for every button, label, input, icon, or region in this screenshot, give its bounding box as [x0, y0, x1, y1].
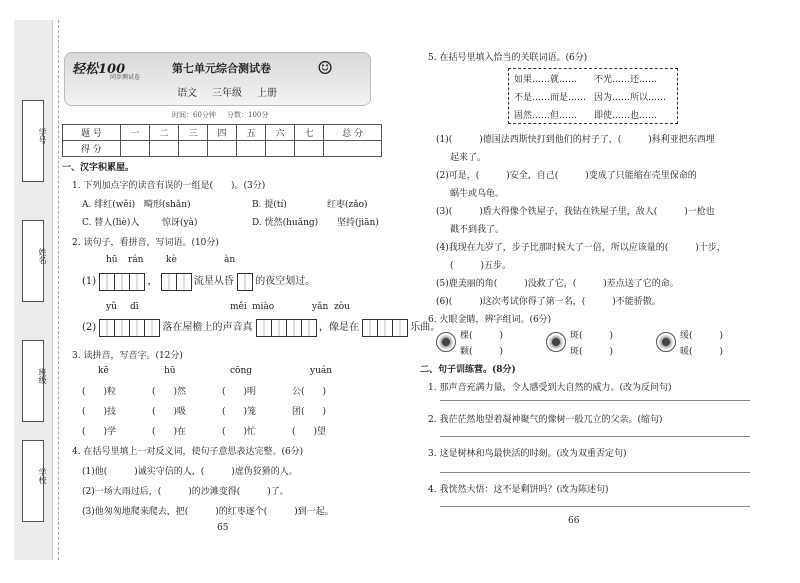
flower-icon [546, 332, 566, 352]
q2-sentence-1 [82, 272, 315, 291]
writing-box[interactable] [237, 273, 253, 291]
q4-item-3[interactable]: (3)他匆匆地爬来爬去，把( )的红枣逐个( )到一起。 [82, 507, 334, 517]
pinyin: hū [106, 255, 118, 265]
score-cell[interactable] [207, 141, 236, 157]
word-bank-item: 如果……就…… [514, 75, 578, 85]
sentence-q1: 1. 那声音充满力量，令人感受到大自然的威力。(改为反问句) [428, 383, 672, 393]
fill-item[interactable]: ( )笼 [222, 407, 257, 417]
flower-icon [656, 332, 676, 352]
q5-item[interactable]: (4)我现在九岁了，步子比那时候大了一倍，所以应该量的( )十步， [436, 243, 726, 253]
pinyin: yuán [310, 366, 333, 376]
subject: 语文 [177, 88, 197, 99]
brand-subtitle: 同步测试卷 [110, 74, 141, 81]
score-cell[interactable] [178, 141, 207, 157]
sentence-text: ，像是在 [318, 322, 359, 333]
writing-box[interactable] [256, 319, 272, 337]
fill-item[interactable]: ( )吸 [152, 407, 187, 417]
score-cell[interactable] [149, 141, 178, 157]
q5-item[interactable]: (2)可是，( )安全，自己( )变成了只能缩在壳里保命的 [436, 171, 697, 181]
pinyin: yǔ [106, 302, 117, 312]
q1-option-b-2: 红枣(zǎo) [327, 200, 368, 210]
word-bank-item: 固然……但…… [514, 111, 578, 121]
pinyin: rán [128, 255, 144, 265]
score-header: 三 [178, 125, 207, 141]
pinyin: cōng [230, 366, 253, 376]
word-pair[interactable]: 暖( ) [680, 347, 724, 357]
q1-option-a: A. 绯红(wěi) [82, 200, 136, 210]
writing-box[interactable] [129, 319, 145, 337]
q5-item[interactable]: (3)( )盾大得像个铁屋子，我钻在铁屋子里，敌人( )一枪也 [436, 207, 715, 217]
fill-item[interactable]: 公( ) [292, 387, 327, 397]
writing-box[interactable] [99, 319, 115, 337]
score-header: 四 [207, 125, 236, 141]
fill-item[interactable]: ( )望 [292, 427, 327, 437]
q5-item-cont: ( )五步。 [450, 261, 512, 271]
fill-item[interactable]: ( )然 [152, 387, 187, 397]
score-cell[interactable] [237, 141, 266, 157]
blank: ， [147, 276, 158, 287]
binding-strip [14, 20, 53, 560]
question-5: 5. 在括号里填入恰当的关联词语。(6分) [428, 53, 588, 63]
sentence-text: 的夜空划过。 [255, 276, 316, 287]
q1-option-b: B. 提(tí) [252, 200, 287, 210]
pinyin: kē [98, 366, 109, 376]
writing-box[interactable] [362, 319, 378, 337]
score-cell[interactable] [295, 141, 324, 157]
grade: 三年级 [212, 88, 242, 99]
sentence-q4: 4. 我恍然大悟：这不是剩饼吗？(改为陈述句) [428, 485, 609, 495]
sentence-q3: 3. 这是树林和鸟最快活的时刻。(改为双重否定句) [428, 449, 627, 459]
score-cell[interactable] [120, 141, 149, 157]
brand-logo: 轻松100 [72, 62, 126, 77]
q5-item-cont: 戳不到我了。 [450, 225, 505, 235]
pinyin: hū [164, 366, 176, 376]
pinyin: kè [166, 255, 177, 265]
fill-item[interactable]: ( )技 [82, 407, 117, 417]
word-bank-item: 即使……也…… [594, 111, 658, 121]
fill-item[interactable]: ( )在 [152, 427, 187, 437]
question-1: 1. 下列加点字的读音有误的一组是( )。(3分) [72, 181, 266, 191]
word-pair[interactable]: 缓( ) [680, 331, 724, 341]
writing-box[interactable] [286, 319, 302, 337]
total-score: 分数：100分 [227, 111, 269, 119]
sentence-text: 流星从昏 [193, 276, 234, 287]
pinyin: miào [252, 302, 275, 312]
flower-icon [436, 332, 456, 352]
word-bank-item: 因为……所以…… [594, 93, 667, 103]
score-header: 五 [237, 125, 266, 141]
word-pair[interactable]: 颗( ) [460, 347, 504, 357]
q5-item[interactable]: (5)鹿美丽的角( )没救了它，( )差点送了它的命。 [436, 279, 679, 289]
question-6: 6. 火眼金睛，辨字组词。(6分) [428, 315, 552, 325]
cut-line [58, 20, 59, 560]
q1-option-c-2: 惊讶(yà) [162, 218, 198, 228]
word-bank-item: 不是……而是…… [514, 93, 587, 103]
question-4: 4. 在括号里填上一对反义词，使句子意思表达完整。(6分) [72, 447, 304, 457]
question-2: 2. 读句子，看拼音，写词语。(10分) [72, 238, 219, 248]
score-cell[interactable] [324, 141, 382, 157]
fill-item[interactable]: 团( ) [292, 407, 327, 417]
writing-box[interactable] [114, 319, 130, 337]
question-3: 3. 读拼音，写音字。(12分) [72, 351, 183, 361]
score-row-label: 得 分 [63, 141, 121, 157]
score-header: 总 分 [324, 125, 382, 141]
fill-item[interactable]: ( )学 [82, 427, 117, 437]
score-cell[interactable] [266, 141, 295, 157]
q5-item[interactable]: (6)( )这次考试你得了第一名，( )不能骄傲。 [436, 297, 661, 307]
fill-item[interactable]: ( )明 [222, 387, 257, 397]
q5-item-cont: 起来了。 [450, 153, 487, 163]
pinyin: yǎn [312, 302, 329, 312]
q1-option-c: C. 替人(liè)人 [82, 218, 140, 228]
writing-box[interactable] [392, 319, 408, 337]
item-number: (2) [82, 322, 97, 333]
label-class: 班级 [38, 368, 47, 384]
score-header: 七 [295, 125, 324, 141]
pinyin: àn [224, 255, 236, 265]
word-bank-item: 不光……还…… [594, 75, 658, 85]
q5-item[interactable]: (1)( )德国法西斯快打到他们的村子了，( )科利亚把东西埋 [436, 135, 715, 145]
q5-item-cont: 蜗牛或乌龟。 [450, 189, 505, 199]
writing-box[interactable] [144, 319, 160, 337]
writing-box[interactable] [161, 273, 177, 291]
score-header: 题 号 [63, 125, 121, 141]
section-2-heading: 二、句子训练营。(8分) [420, 365, 516, 375]
label-name: 姓名 [38, 248, 47, 264]
answer-line[interactable] [440, 400, 750, 401]
fill-item[interactable]: ( )粒 [82, 387, 117, 397]
q1-option-a-2: 畸形(shǎn) [144, 200, 191, 210]
sentence-text: 落在屋檐上的声音真 [162, 322, 253, 333]
score-header: 一 [120, 125, 149, 141]
pinyin: zòu [334, 302, 350, 312]
answer-line[interactable] [440, 506, 750, 507]
writing-box[interactable] [129, 273, 145, 291]
writing-box[interactable] [99, 273, 115, 291]
q1-option-d-2: 坚持(jiān) [337, 218, 379, 228]
writing-box[interactable] [377, 319, 393, 337]
word-pair[interactable]: 斑( ) [570, 347, 614, 357]
q4-item-2[interactable]: (2)一场大雨过后，( )的沙滩变得( )了。 [82, 487, 289, 497]
fill-item[interactable]: ( )忙 [222, 427, 257, 437]
item-number: (1) [82, 276, 97, 287]
score-header: 二 [149, 125, 178, 141]
term: 上册 [257, 88, 277, 99]
q2-sentence-2 [82, 318, 440, 337]
writing-box[interactable] [271, 319, 287, 337]
word-pair[interactable]: 棵( ) [460, 331, 504, 341]
score-table [62, 124, 382, 157]
label-id: 学号 [38, 128, 47, 144]
time-limit: 时间：60分钟 [172, 111, 216, 119]
q1-option-d: D. 恍然(huǎng) [252, 218, 319, 228]
sentence-text: 乐曲。 [410, 322, 441, 333]
cartoon-boy-icon: ☺ [317, 58, 334, 79]
writing-box[interactable] [301, 319, 317, 337]
writing-box[interactable] [114, 273, 130, 291]
pinyin: dī [130, 302, 139, 312]
section-1-heading: 一、汉字积累屋。 [62, 163, 135, 173]
pinyin: měi [230, 302, 247, 312]
label-school: 学校 [38, 468, 47, 484]
sentence-q2: 2. 我茫茫然地望着凝神聚气的像树一般兀立的父亲。(缩句) [428, 415, 663, 425]
page-number: 66 [568, 516, 580, 526]
page-number: 65 [217, 523, 229, 533]
answer-line[interactable] [440, 436, 750, 437]
exam-title: 第七单元综合测试卷 [172, 62, 271, 75]
answer-line[interactable] [440, 472, 750, 473]
word-pair[interactable]: 斑( ) [570, 331, 614, 341]
writing-box[interactable] [176, 273, 192, 291]
q4-item-1[interactable]: (1)他( )诚实守信的人，( )虚伪狡猾的人。 [82, 467, 298, 477]
score-header: 六 [266, 125, 295, 141]
